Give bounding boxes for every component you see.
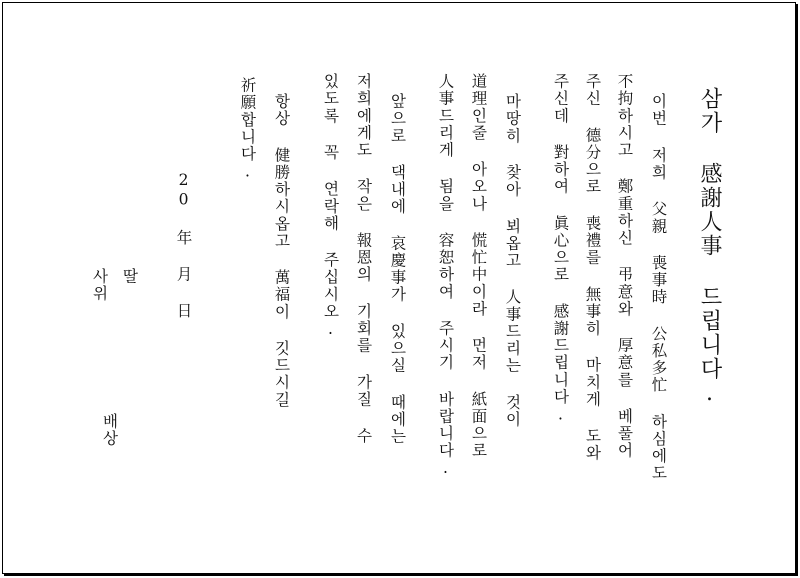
text-line: 주신데 對하여 眞心으로 感謝드립니다.: [551, 73, 570, 425]
card: [2, 2, 796, 574]
text-line: 道理인줄 아오나 慌忙中이라 먼저 紙面으로: [469, 73, 488, 460]
closing-baesang: 배상: [100, 413, 119, 447]
text-line: 항상 健勝하시옵고 萬福이 깃드시길: [272, 93, 291, 409]
card-title: 삼가 感謝人事 드립니다.: [697, 87, 722, 408]
signer-daughter: 딸: [120, 268, 139, 285]
text-line: 人事드리게 됨을 容恕하여 주시기 바랍니다.: [436, 73, 455, 479]
text-line: 이번 저희 父親 喪事時 公私多忙 하심에도: [649, 93, 668, 482]
text-line: 不拘하시고 鄭重하신 弔意와 厚意를 베풀어: [615, 73, 634, 460]
date-line: 20 年 月 日: [174, 171, 193, 320]
text-line: 祈願합니다.: [238, 77, 257, 183]
text-line: 마땅히 찾아 뵈옵고 人事드리는 것이: [503, 93, 522, 428]
text-line: 저희에게도 작은 報恩의 기회를 가질 수: [354, 73, 373, 445]
text-line: 앞으로 댁내에 哀慶事가 있으실 때에는: [388, 93, 407, 445]
text-line: 주신 德分으로 喪禮를 無事히 마치게 도와: [583, 73, 602, 462]
signer-son-in-law: 사위: [90, 268, 109, 302]
text-line: 있도록 꼭 연락해 주십시오.: [321, 73, 340, 340]
